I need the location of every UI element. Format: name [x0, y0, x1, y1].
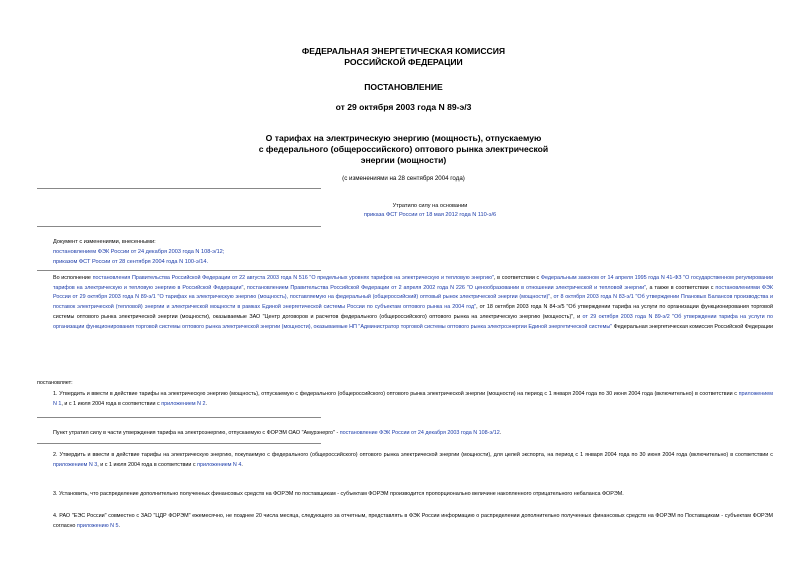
item-3-paragraph: 3. Установить, что распределение дополнительно полученных финансовых средств на ФОРЭМ по поставщикам - субъектам ФОРЭМ производится пропорционально величине накопленного отрицательного небаланса ФОРЭМ.: [53, 491, 624, 497]
item-2-paragraph: [53, 451, 773, 470]
appendix-3-link[interactable]: приложением N 3: [53, 461, 98, 468]
preamble-text: Федеральная энергетическая комиссия Российской Федерации: [612, 323, 773, 330]
document-title: [0, 133, 807, 166]
item-text: 2. Утвердить и ввести в действие тарифы на электрическую энергию, покупаемую с федерального (общероссийского) оптового рынка электрической энергии (мощности), для целей экспорта, на период с 1 января 2004 года по 30 июня 2004 года (включительно) в соответствии с: [53, 452, 773, 458]
item-1-paragraph: [53, 390, 773, 409]
preamble-link[interactable]: постановления Правительства Российской Федерации от 22 августа 2003 года N 516 "О предельных уровнях тарифов на электрическую и тепловую энергию": [92, 275, 494, 281]
note-text: Пункт утратил силу в части утверждения тарифа на электроэнергию, отпускаемую с ФОРЭМ ОАО "Амурэнерго" -: [53, 430, 340, 436]
lost-force-notice: [300, 211, 560, 220]
preamble-text: , от 18 октября 2003 года N 84-э/5 "Об утверждении тарифа на услуги по организации функционирования торговой системы оптового рынка электрической энергии (мощности), оказываемые ЗАО "Центр договоров и расчетов федерального (общероссийского) оптового рынка на электрическую энергию (мощность)": [53, 304, 773, 320]
item-4-paragraph: [53, 512, 773, 531]
changes-link-1[interactable]: постановлением ФЭК России от 24 декабря 2003 года N 108-э/12;: [53, 249, 225, 255]
divider: [37, 226, 321, 227]
preamble-text: ,: [243, 284, 247, 291]
changes-heading: Документ с изменениями, внесенными:: [53, 239, 156, 245]
changes-item: [53, 258, 208, 267]
preamble-paragraph: [53, 274, 773, 332]
title-line3: энергии (мощности): [360, 155, 447, 165]
item-text: 1. Утвердить и ввести в действие тарифы на электрическую энергию (мощность), отпускаемую с федерального (общероссийского) оптового рынка электрической энергии (мощности) на период с 1 января 2004 года по 30 июня 2004 года (включительно) в соответствии с: [53, 391, 739, 397]
org-name-line2: РОССИЙСКОЙ ФЕДЕРАЦИИ: [344, 57, 463, 67]
preamble-text: Во исполнение: [53, 275, 93, 281]
appendix-4-link[interactable]: приложением N 4: [197, 461, 242, 468]
resolves-label: постановляет:: [37, 380, 73, 386]
preamble-link[interactable]: от 29 октября 2003 года N 89-э/2 "Об утверждении тарифа на услуги по организации функционирования торговой системы оптового рынка электрической энергии (мощности), оказываемые НП "Администратор торговой системы оптового рынка электроэнергии Единой энергетической системы": [53, 313, 773, 330]
divider: [37, 417, 321, 418]
lost-force-link[interactable]: приказа ФСТ России от 18 мая 2012 года N 110-э/6: [363, 212, 497, 218]
changes-item: [53, 248, 224, 257]
item-text: .: [205, 400, 207, 407]
document-date-number: от 29 октября 2003 года N 89-э/3: [335, 102, 472, 112]
title-line1: О тарифах на электрическую энергию (мощность), отпускаемую: [265, 133, 542, 143]
org-name-line1: ФЕДЕРАЛЬНАЯ ЭНЕРГЕТИЧЕСКАЯ КОМИССИЯ: [301, 46, 506, 56]
note-text: .: [499, 430, 502, 436]
preamble-text: , а также в соответствии с: [646, 284, 716, 291]
amendment-note: (с изменениями на 28 сентября 2004 года): [342, 175, 465, 182]
appendix-5-link[interactable]: приложению N 5: [76, 522, 119, 529]
preamble-text: , и: [573, 313, 583, 320]
appendix-2-link[interactable]: приложением N 2: [161, 400, 206, 407]
note-link[interactable]: постановление ФЭК России от 24 декабря 2003 года N 108-э/12: [339, 430, 500, 436]
document-header: [0, 46, 807, 68]
divider: [37, 270, 321, 271]
item-text: , и с 1 июля 2004 года в соответствии с: [97, 461, 198, 468]
divider: [37, 188, 321, 189]
title-line2: с федерального (общероссийского) оптового рынка электрической: [258, 144, 549, 154]
item-text: 4. РАО "ЕЭС России" совместно с ЗАО "ЦДР ФОРЭМ" ежемесячно, не позднее 20 числа месяца, следующего за отчетным, представлять в ФЭК России информацию о распределении дополнительно полученных финансовых средств на ФОРЭМ по Поставщикам - субъектам ФОРЭМ согласно: [53, 513, 773, 529]
item-1-note: [53, 429, 773, 439]
preamble-text: ,: [550, 294, 554, 301]
item-text: .: [118, 522, 121, 529]
appendix-1-link[interactable]: приложением N 1: [53, 391, 773, 407]
item-text: , и с 1 июля 2004 года в соответствии с: [61, 400, 162, 407]
preamble-link[interactable]: от 8 октября 2003 года N 83-э/1 "Об утверждении Плановых Балансов производства и поставок электрической (тепловой) энергии и электрической мощности в рамках Единой энергетической системы России по субъектам оптового рынка на 2004 год": [53, 294, 773, 311]
preamble-link[interactable]: постановлениями ФЭК России от 29 октября 2003 года N 89-э/1 "О тарифах на электрическую энергию (мощность), поставляемую на федеральный (общероссийский) оптовый рынок электрической энергии (мощности)": [53, 284, 773, 301]
preamble-link[interactable]: Федеральным законом от 14 апреля 1995 года N 41-ФЗ "О государственном регулировании тарифов на электрическую и тепловую энергию в Российской Федерации": [53, 275, 773, 291]
document-type: ПОСТАНОВЛЕНИЕ: [364, 82, 443, 92]
lost-force-text: Утратило силу на основании: [392, 203, 468, 209]
changes-link-2[interactable]: приказом ФСТ России от 28 сентября 2004 года N 100-э/14.: [53, 259, 209, 265]
item-text: .: [241, 461, 243, 468]
preamble-text: , в соответствии с: [493, 275, 541, 281]
preamble-link[interactable]: постановлением Правительства Российской Федерации от 2 апреля 2002 года N 226 "О ценообразовании в отношении электрической и тепловой энергии": [246, 284, 647, 291]
divider: [37, 443, 321, 444]
